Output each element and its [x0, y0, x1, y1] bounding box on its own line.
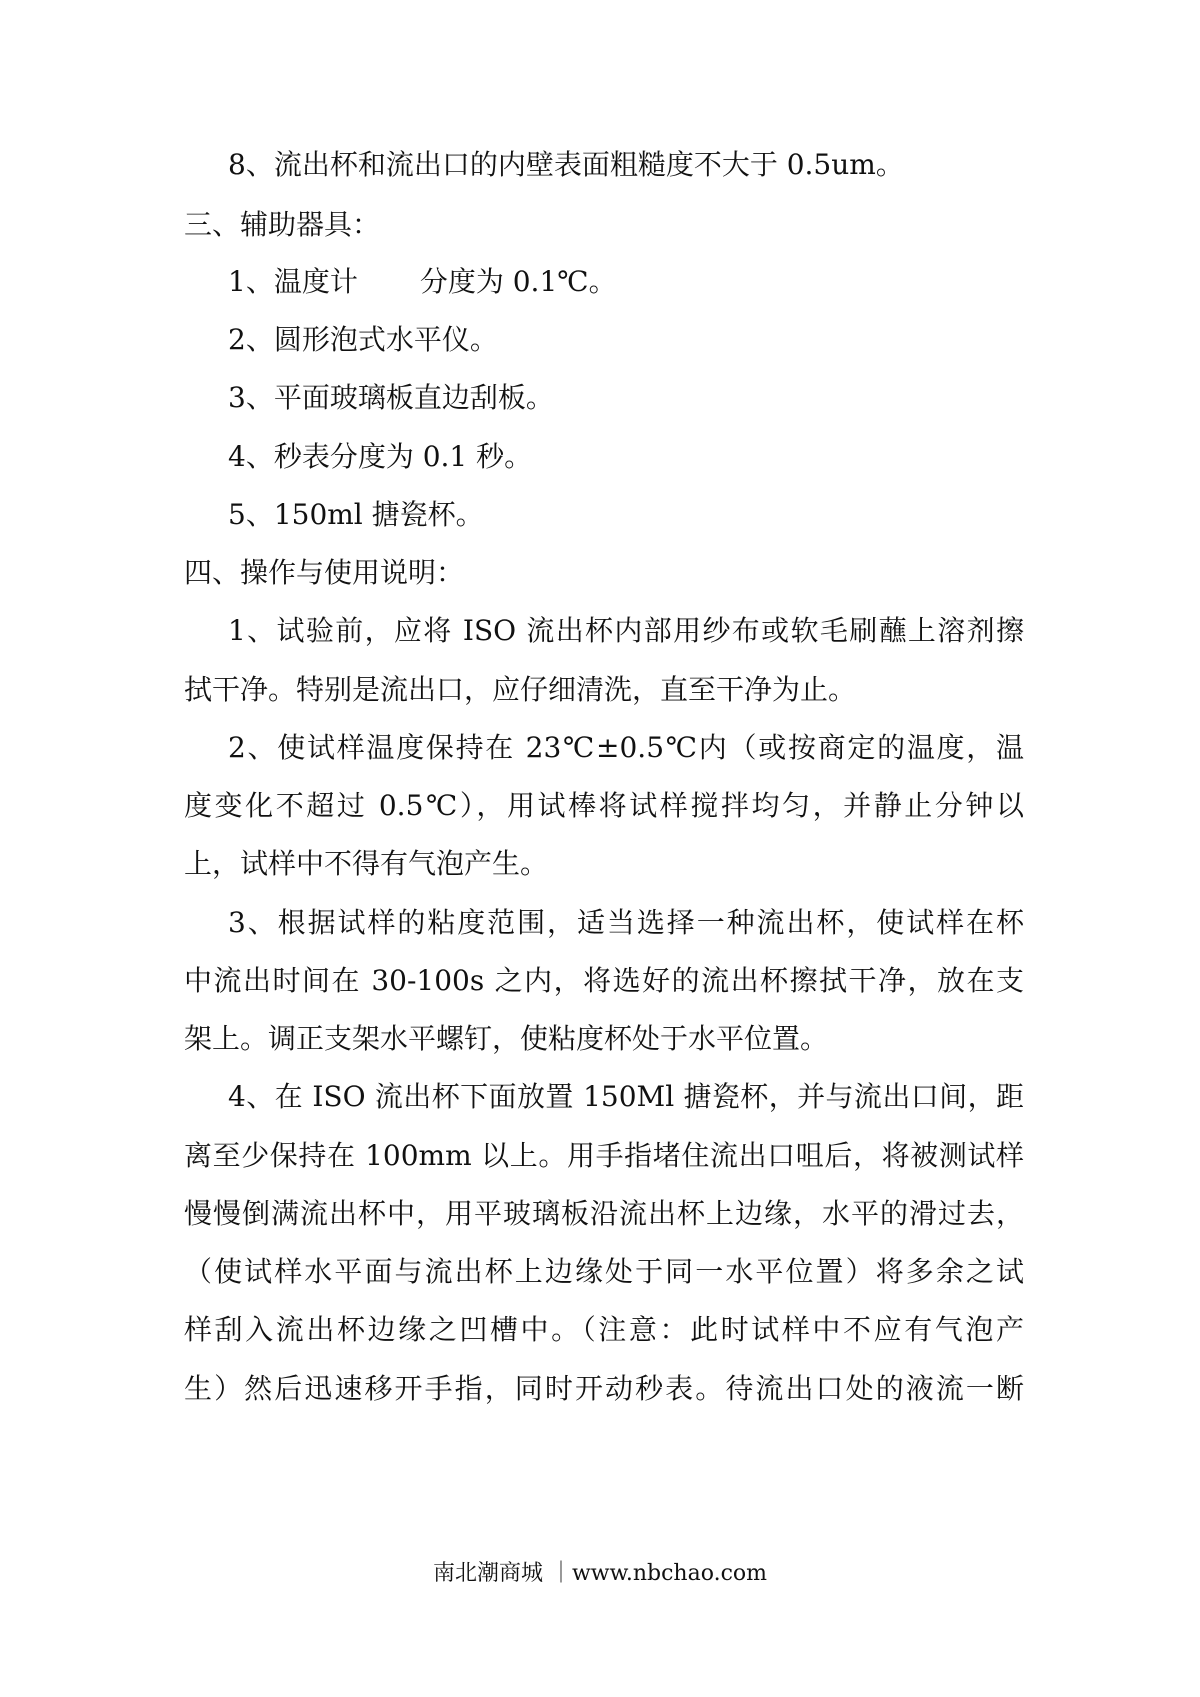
text-line: 离至少保持在 100mm 以上。用手指堵住流出口咀后，将被测试样	[184, 1139, 1024, 1172]
section-heading: 四、操作与使用说明：	[184, 556, 465, 589]
text-line: 度变化不超过 0.5℃），用试棒将试样搅拌均匀，并静止分钟以	[184, 789, 1024, 822]
section-heading: 三、辅助器具：	[184, 208, 381, 241]
text-line: 慢慢倒满流出杯中，用平玻璃板沿流出杯上边缘，水平的滑过去，	[184, 1197, 1024, 1230]
text-line: 8、流出杯和流出口的内壁表面粗糙度不大于 0.5um。	[228, 148, 904, 181]
text-line: 架上。调正支架水平螺钉，使粘度杯处于水平位置。	[184, 1022, 829, 1055]
text-line: 生）然后迅速移开手指，同时开动秒表。待流出口处的液流一断	[184, 1372, 1024, 1405]
text-line: （使试样水平面与流出杯上边缘处于同一水平位置）将多余之试	[184, 1255, 1024, 1288]
text-line: 4、在 ISO 流出杯下面放置 150Ml 搪瓷杯，并与流出口间，距	[228, 1080, 1024, 1113]
item-value: 分度为 0.1℃。	[419, 265, 617, 298]
text-line	[228, 265, 1024, 299]
page-footer: 南北潮商城 ｜www.nbchao.com	[432, 1561, 767, 1586]
text-line: 拭干净。特别是流出口，应仔细清洗，直至干净为止。	[184, 673, 857, 706]
text-line: 上，试样中不得有气泡产生。	[184, 847, 549, 880]
text-line: 4、秒表分度为 0.1 秒。	[228, 440, 533, 473]
text-line: 2、使试样温度保持在 23℃±0.5℃内（或按商定的温度，温	[228, 731, 1024, 764]
text-line: 1、试验前，应将 ISO 流出杯内部用纱布或软毛刷蘸上溶剂擦	[228, 614, 1024, 647]
text-line: 5、150ml 搪瓷杯。	[228, 498, 484, 531]
text-line: 样刮入流出杯边缘之凹槽中。（注意：此时试样中不应有气泡产	[184, 1313, 1024, 1346]
text-line: 2、圆形泡式水平仪。	[228, 323, 498, 356]
item-label: 1、温度计	[228, 265, 358, 298]
text-line: 3、平面玻璃板直边刮板。	[228, 381, 554, 414]
text-line: 中流出时间在 30-100s 之内，将选好的流出杯擦拭干净，放在支	[184, 964, 1024, 997]
text-line: 3、根据试样的粘度范围，适当选择一种流出杯，使试样在杯	[228, 906, 1024, 939]
